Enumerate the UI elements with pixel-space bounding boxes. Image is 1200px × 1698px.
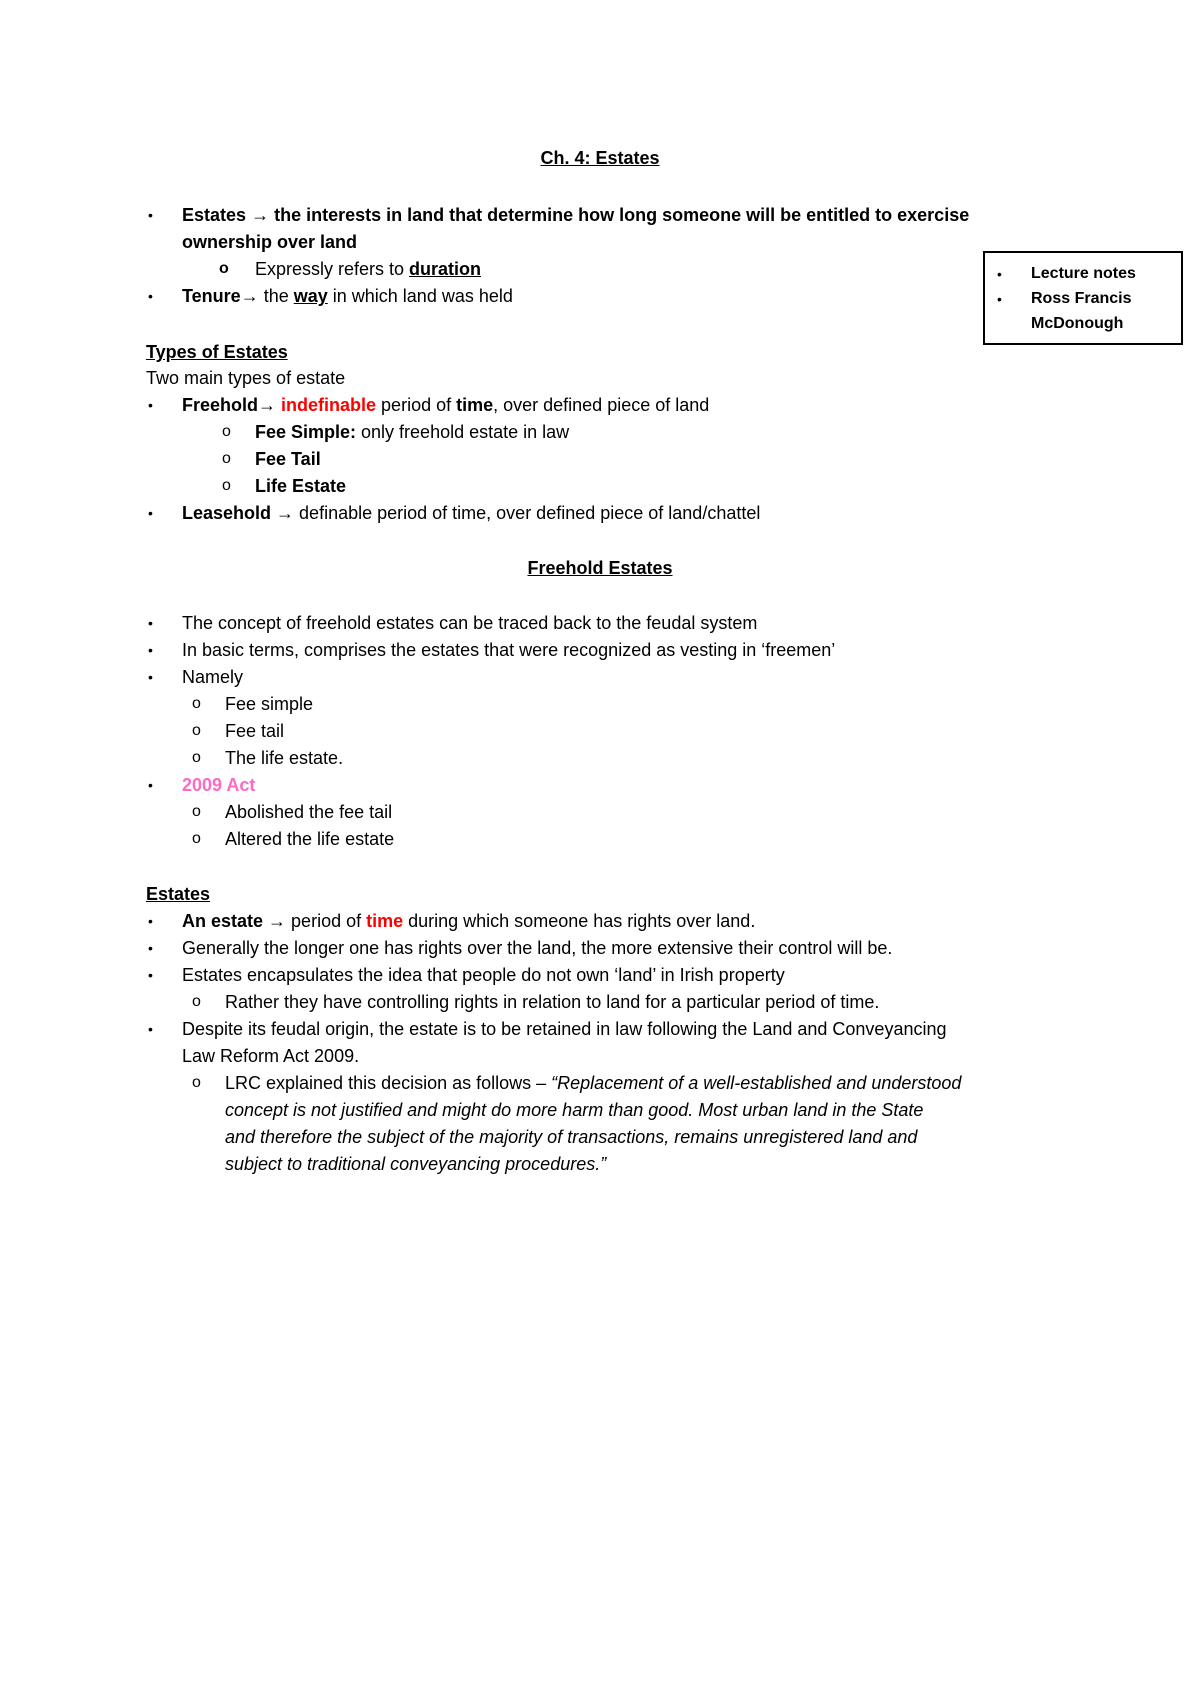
bullet-icon: • [148, 207, 153, 223]
paragraph: Two main types of estate [146, 368, 346, 388]
sub-list-item: Rather they have controlling rights in relation to land for a particular period of time. [225, 992, 880, 1012]
sub-list-item: Fee tail [225, 721, 285, 741]
quote-line: subject to traditional conveyancing procedures.” [225, 1154, 607, 1174]
list-item: Leasehold → definable period of time, over defined piece of land/chattel [182, 503, 761, 523]
bullet-icon: • [997, 266, 1002, 282]
list-item-continuation: Law Reform Act 2009. [182, 1046, 360, 1066]
arrow-icon: → [251, 205, 270, 225]
sub-bullet-icon: o [192, 722, 201, 739]
section-heading: Estates [146, 884, 211, 904]
sub-list-item: LRC explained this decision as follows – “Replacement of a well-established and understood [225, 1073, 962, 1093]
bullet-icon: • [148, 288, 153, 304]
bullet-icon: • [148, 505, 153, 521]
sub-bullet-icon: o [192, 803, 201, 820]
term: Estates [182, 205, 247, 225]
box-item: Lecture notes [1031, 265, 1136, 282]
bullet-icon: • [148, 669, 153, 685]
arrow-icon: → [268, 911, 287, 931]
sub-bullet-icon: o [192, 749, 201, 766]
list-item: Estates → the interests in land that determine how long someone will be entitled to exercise [182, 205, 970, 225]
sub-bullet-icon: o [222, 477, 231, 494]
sub-bullet-icon: o [192, 830, 201, 847]
arrow-icon: → [258, 395, 277, 415]
sub-bullet-icon: o [192, 993, 201, 1010]
bullet-icon: • [148, 967, 153, 983]
list-item: Namely [182, 667, 244, 687]
sub-bullet-icon: o [222, 423, 231, 440]
sub-list-item: Life Estate [255, 476, 347, 496]
bullet-icon: • [148, 777, 153, 793]
section-heading: Freehold Estates [527, 558, 673, 578]
sub-list-item: Fee Simple: only freehold estate in law [255, 422, 570, 442]
page-title: Ch. 4: Estates [540, 148, 660, 168]
list-item: Generally the longer one has rights over the land, the more extensive their control will be. [182, 938, 893, 958]
bullet-icon: • [148, 1021, 153, 1037]
list-item: An estate → period of time during which someone has rights over land. [182, 911, 756, 931]
list-item: 2009 Act [182, 775, 256, 795]
sub-list-item: Expressly refers to duration [255, 259, 482, 279]
sub-list-item: Fee simple [225, 694, 314, 714]
quote-line: concept is not justified and might do more harm than good. Most urban land in the State [225, 1100, 924, 1120]
arrow-icon: → [276, 503, 295, 523]
section-heading: Types of Estates [146, 342, 288, 362]
sub-bullet-icon: o [192, 695, 201, 712]
box-item: McDonough [1031, 315, 1124, 332]
box-item: Ross Francis [1031, 290, 1132, 307]
sub-bullet-icon: o [219, 260, 229, 277]
list-item: Despite its feudal origin, the estate is to be retained in law following the Land and Conveyancing [182, 1019, 947, 1039]
sub-bullet-icon: o [222, 450, 231, 467]
bullet-icon: • [148, 940, 153, 956]
list-item: In basic terms, comprises the estates that were recognized as vesting in ‘freemen’ [182, 640, 836, 660]
list-item: Estates encapsulates the idea that people do not own ‘land’ in Irish property [182, 965, 785, 985]
bullet-icon: • [148, 642, 153, 658]
sub-list-item: The life estate. [225, 748, 344, 768]
bullet-icon: • [148, 913, 153, 929]
sub-list-item: Altered the life estate [225, 829, 395, 849]
bullet-icon: • [148, 615, 153, 631]
list-item-continuation: ownership over land [182, 232, 358, 252]
quote-line: and therefore the subject of the majority of transactions, remains unregistered land and [225, 1127, 918, 1147]
list-item: The concept of freehold estates can be traced back to the feudal system [182, 613, 758, 633]
sub-list-item: Abolished the fee tail [225, 802, 393, 822]
lecture-notes-box [983, 251, 1183, 345]
bullet-icon: • [148, 397, 153, 413]
list-item: Tenure→ the way in which land was held [182, 286, 513, 306]
bullet-icon: • [997, 291, 1002, 307]
sub-list-item: Fee Tail [255, 449, 321, 469]
list-item: Freehold→ indefinable period of time, over defined piece of land [182, 395, 710, 415]
sub-bullet-icon: o [192, 1074, 201, 1091]
arrow-icon: → [240, 286, 259, 306]
